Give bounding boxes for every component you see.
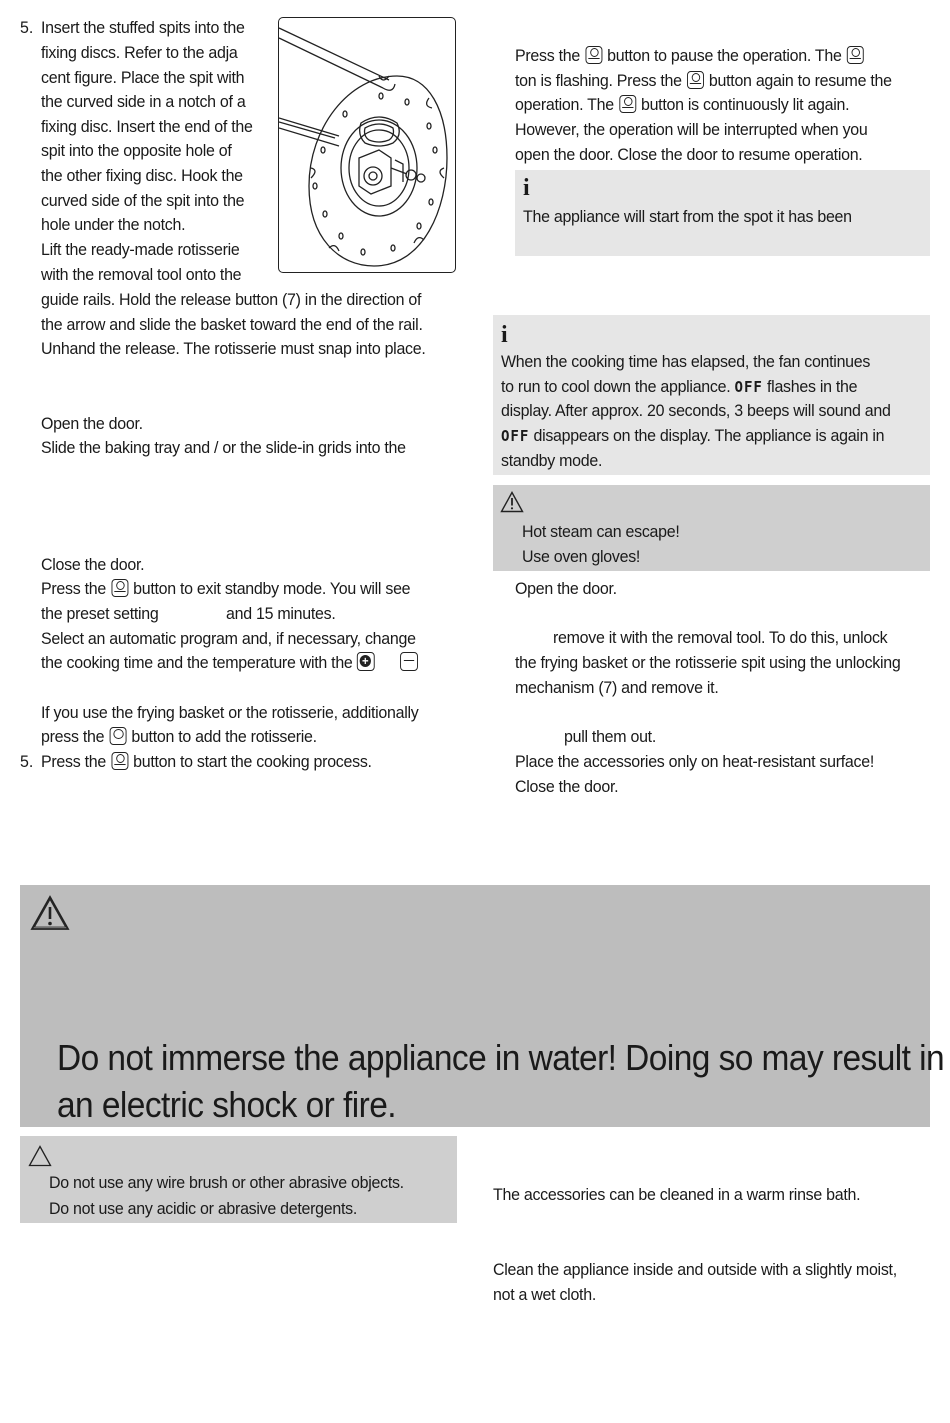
text-fragment: the cooking time and the temperature with the <box>41 653 353 672</box>
text-fragment: flashes in the <box>767 377 858 396</box>
info-icon: i <box>523 175 530 201</box>
info-note-box <box>493 315 930 475</box>
cleaning-warning-box <box>20 1136 457 1223</box>
start-button-icon <box>847 46 864 64</box>
warning-triangle-icon <box>28 1145 52 1167</box>
select-program-text: Select an automatic program and, if necessary, change <box>41 629 416 648</box>
remove-text: remove it with the removal tool. To do this, unlock <box>553 628 888 647</box>
text-fragment: Press the <box>515 46 580 65</box>
text-fragment: button to pause the operation. The <box>607 46 842 65</box>
text-line: with the removal tool onto the <box>41 265 242 284</box>
text-line: Insert the stuffed spits into the <box>41 18 245 37</box>
press-start-text <box>41 750 372 775</box>
if-use-text: If you use the frying basket or the rotisserie, additionally <box>41 703 419 722</box>
text-line: curved side of the spit into the <box>41 191 245 210</box>
pause-line <box>515 69 892 94</box>
start-button-icon <box>585 46 602 64</box>
rotisserie-figure <box>278 17 456 273</box>
onoff-button-icon <box>111 579 128 597</box>
text-line: cent figure. Place the spit with <box>41 68 245 87</box>
press-onoff-text <box>41 577 410 602</box>
text-line: Lift the ready-made rotisserie <box>41 240 240 259</box>
pause-line <box>515 44 865 69</box>
note-text: display. After approx. 20 seconds, 3 beeps will sound and <box>501 401 891 420</box>
off-display-text: OFF <box>501 427 530 445</box>
text-line: the arrow and slide the basket toward the end of the rail. <box>41 315 423 334</box>
start-button-icon <box>687 71 704 89</box>
text-line: fixing discs. Refer to the adja <box>41 43 238 62</box>
pause-line <box>515 93 849 118</box>
text-line: fixing disc. Insert the end of the <box>41 117 253 136</box>
clean-text: Clean the appliance inside and outside with a slightly moist, <box>493 1260 897 1279</box>
accessories-text: The accessories can be cleaned in a warm rinse bath. <box>493 1185 861 1204</box>
steam-warning-box <box>493 485 930 571</box>
slide-tray-text: Slide the baking tray and / or the slide-in grids into the <box>41 438 406 457</box>
warning-text: Do not use any acidic or abrasive detergents. <box>49 1199 357 1218</box>
text-fragment: button to add the rotisserie. <box>131 727 317 746</box>
text-line: Unhand the release. The rotisserie must snap into place. <box>41 339 426 358</box>
danger-warning-box <box>20 885 945 1127</box>
pull-out-text: pull them out. <box>564 727 656 746</box>
text-line: the other fixing disc. Hook the <box>41 166 243 185</box>
warning-triangle-icon <box>500 491 524 513</box>
warning-text: Hot steam can escape! <box>522 522 680 541</box>
warning-triangle-icon <box>30 895 70 931</box>
text-fragment: disappears on the display. The appliance is again in <box>533 426 885 445</box>
text-fragment: ton is flashing. Press the <box>515 71 682 90</box>
minus-button-icon <box>400 652 418 671</box>
warning-text: Use oven gloves! <box>522 547 641 566</box>
rotisserie-illustration <box>279 18 455 272</box>
warning-text: Do not use any wire brush or other abrasive objects. <box>49 1173 404 1192</box>
text-line: guide rails. Hold the release button (7) in the direction of <box>41 290 422 309</box>
close-door-text: Close the door. <box>515 777 619 796</box>
text-fragment: button to exit standby mode. You will see <box>133 579 411 598</box>
cooking-time-text <box>41 651 418 676</box>
danger-text: Do not immerse the appliance in water! Doing so may result in <box>57 1037 945 1078</box>
press-rotisserie-text <box>41 725 317 750</box>
text-fragment: to run to cool down the appliance. <box>501 377 731 396</box>
close-door-text: Close the door. <box>41 555 145 574</box>
note-text: standby mode. <box>501 451 603 470</box>
danger-text: an electric shock or fire. <box>57 1084 397 1125</box>
note-text: The appliance will start from the spot it has been <box>523 207 852 226</box>
pause-line: However, the operation will be interrupted when you <box>515 120 868 139</box>
plus-button-icon: + <box>357 652 375 671</box>
rotisserie-button-icon <box>109 727 126 745</box>
text-fragment: operation. The <box>515 95 614 114</box>
text-fragment: Press the <box>41 752 106 771</box>
off-display-text: OFF <box>734 378 763 396</box>
open-door-text: Open the door. <box>41 414 143 433</box>
text-fragment: press the <box>41 727 105 746</box>
preset-text-a: the preset setting <box>41 604 159 623</box>
place-accessories-text: Place the accessories only on heat-resistant surface! <box>515 752 875 771</box>
text-fragment: Press the <box>41 579 106 598</box>
clean-text: not a wet cloth. <box>493 1285 596 1304</box>
text-line: hole under the notch. <box>41 215 186 234</box>
info-icon: i <box>501 322 508 348</box>
remove-text: the frying basket or the rotisserie spit using the unlocking <box>515 653 901 672</box>
start-button-icon <box>619 95 636 113</box>
step-number: 5. <box>20 18 34 37</box>
text-fragment: button to start the cooking process. <box>133 752 372 771</box>
text-fragment: button again to resume the <box>708 71 892 90</box>
open-door-text: Open the door. <box>515 579 617 598</box>
note-text <box>501 375 857 400</box>
info-note-box <box>515 170 930 256</box>
text-line: the curved side in a notch of a <box>41 92 246 111</box>
preset-text-b: and 15 minutes. <box>226 604 336 623</box>
text-fragment: button is continuously lit again. <box>640 95 850 114</box>
step-number: 5. <box>20 752 34 771</box>
note-text: When the cooking time has elapsed, the fan continues <box>501 352 871 371</box>
pause-line: open the door. Close the door to resume operation. <box>515 145 863 164</box>
remove-text: mechanism (7) and remove it. <box>515 678 719 697</box>
start-button-icon <box>111 752 128 770</box>
text-line: spit into the opposite hole of <box>41 141 232 160</box>
note-text <box>501 424 884 449</box>
